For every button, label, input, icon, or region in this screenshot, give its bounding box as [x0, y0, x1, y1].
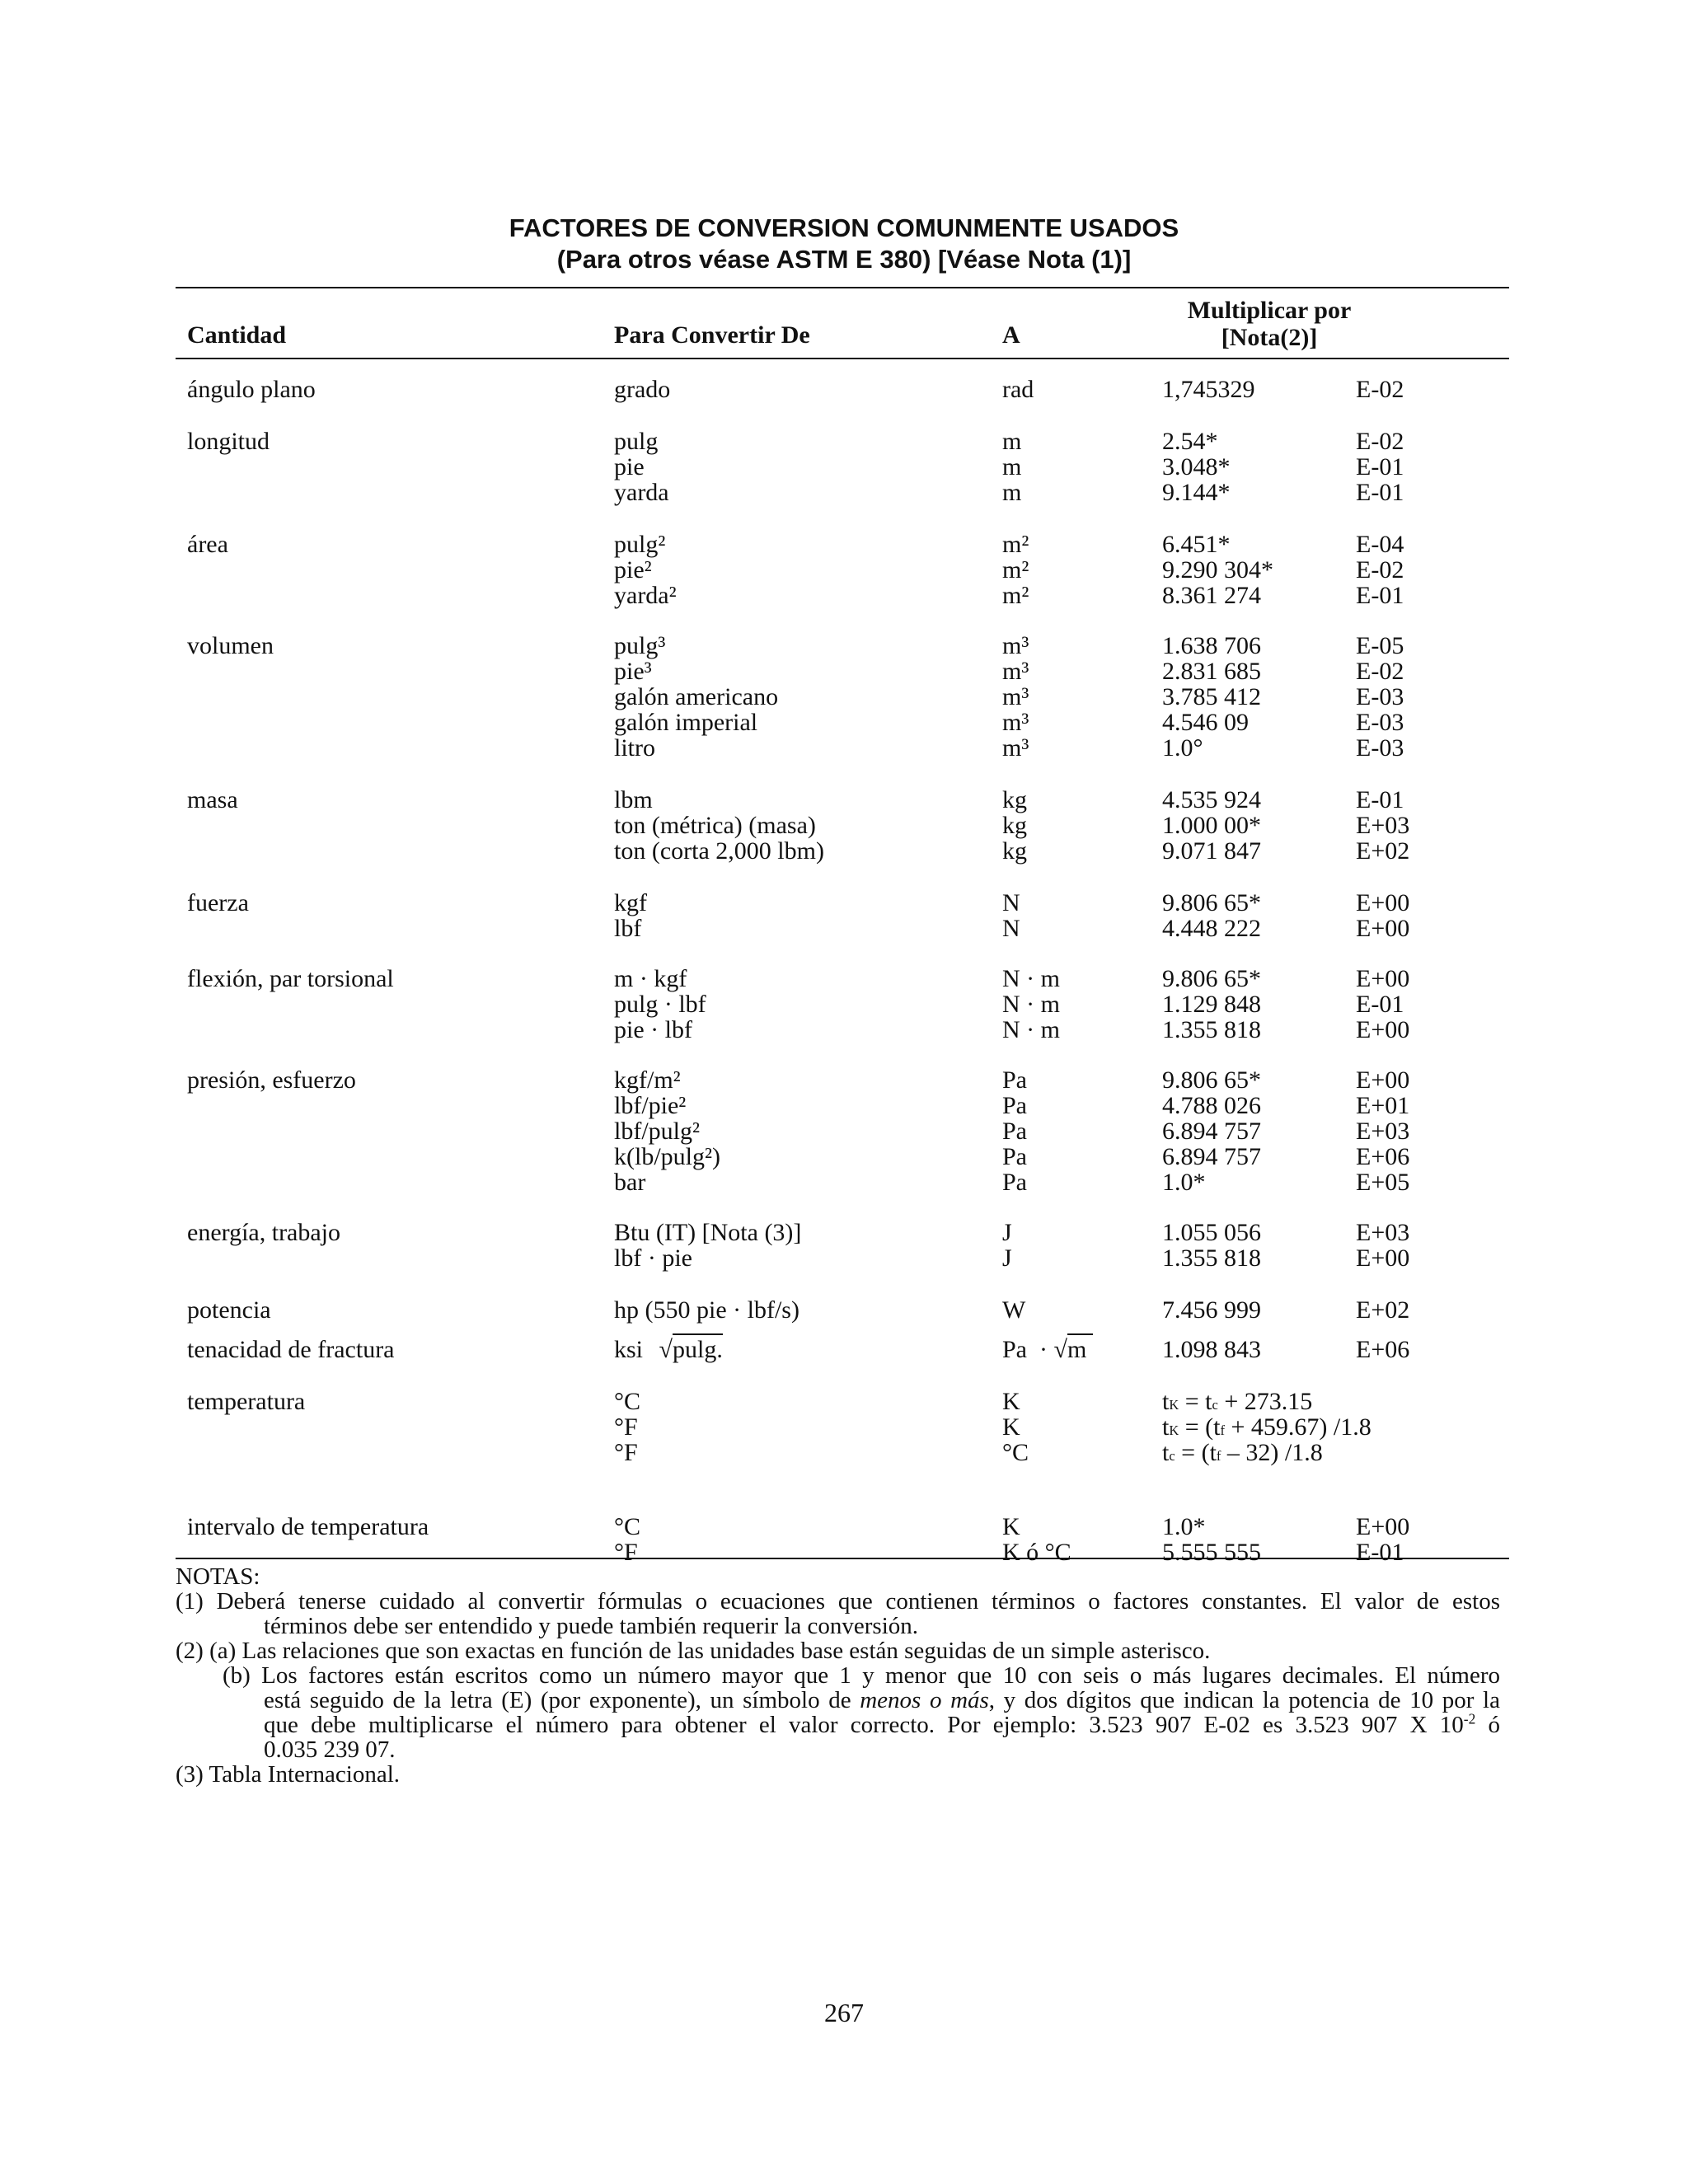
row-to-unit: m²	[1002, 531, 1029, 558]
row-exponent: E+03	[1356, 812, 1410, 839]
row-from-unit: bar	[614, 1169, 646, 1196]
row-from-unit: °C	[614, 1388, 641, 1415]
row-cantidad: presión, esfuerzo	[187, 1066, 356, 1094]
row-from-unit: pulg²	[614, 531, 666, 558]
row-multiplier: 1.055 056	[1162, 1219, 1261, 1246]
row-cantidad: potencia	[187, 1296, 271, 1324]
header-a: A	[1002, 321, 1020, 349]
row-to-unit: J	[1002, 1219, 1012, 1246]
row-multiplier: 1.129 848	[1162, 991, 1261, 1018]
temperature-formula: tK = (tf + 459.67) /1.8	[1162, 1413, 1372, 1441]
note-1-line-2: términos debe ser entendido y puede también requerir la conversión.	[264, 1613, 919, 1639]
note-3: (3) Tabla Internacional.	[176, 1761, 401, 1788]
row-multiplier: 1,745329	[1162, 376, 1255, 403]
row-exponent: E+02	[1356, 837, 1410, 865]
row-to-unit: N	[1002, 915, 1020, 942]
row-multiplier: 2.831 685	[1162, 658, 1261, 685]
row-multiplier: 6.894 757	[1162, 1143, 1261, 1170]
row-cantidad: energía, trabajo	[187, 1219, 341, 1246]
row-from-unit: ton (métrica) (masa)	[614, 812, 816, 839]
row-multiplier: 2.54*	[1162, 428, 1218, 455]
page-subtitle: (Para otros véase ASTM E 380) [Véase Nota (1)]	[556, 245, 1132, 274]
note-2b-line-4: 0.035 239 07.	[264, 1736, 396, 1763]
header-cantidad: Cantidad	[187, 321, 287, 349]
note-2a: (2) (a) Las relaciones que son exactas en función de las unidades base están seguidas de un simple asterisco.	[176, 1638, 1211, 1664]
note-2b-line-3: que debe multiplicarse el número para obtener el valor correcto. Por ejemplo: 3.523 907 E-02 es 3.523 907 X $10^{-2}$ ó	[264, 1710, 1501, 1738]
row-multiplier: 4.546 09	[1162, 709, 1249, 736]
row-from-unit: pulg · lbf	[614, 991, 706, 1018]
header-bottom-rule	[176, 358, 1509, 359]
row-exponent: E-01	[1356, 1539, 1404, 1566]
row-to-unit: m³	[1002, 734, 1029, 762]
row-exponent: E+00	[1356, 889, 1410, 916]
row-from-unit: m · kgf	[614, 965, 687, 992]
row-from-unit: hp (550 pie · lbf/s)	[614, 1296, 799, 1324]
row-to-unit: N	[1002, 889, 1020, 916]
row-exponent: E+02	[1356, 1296, 1410, 1324]
row-to-unit: m³	[1002, 709, 1029, 736]
temperature-formula: tK = tc + 273.15	[1162, 1388, 1313, 1415]
row-to-unit: rad	[1002, 376, 1034, 403]
row-exponent: E-01	[1356, 453, 1404, 480]
row-to-unit: kg	[1002, 812, 1027, 839]
row-multiplier: 9.806 65*	[1162, 965, 1261, 992]
sqrt-radicand: pulg.	[673, 1333, 723, 1363]
row-to-unit: K	[1002, 1513, 1020, 1540]
row-to-unit: W	[1002, 1296, 1026, 1324]
row-exponent: E+06	[1356, 1143, 1410, 1170]
sqrt-icon: √	[659, 1336, 673, 1363]
row-to-unit: N · m	[1002, 965, 1060, 992]
row-exponent: E-01	[1356, 582, 1404, 609]
row-exponent: E+00	[1356, 1244, 1410, 1272]
row-exponent: E+03	[1356, 1118, 1410, 1145]
row-to-unit	[1002, 1337, 1093, 1362]
page-number: 267	[824, 1998, 864, 2027]
row-to-unit: N · m	[1002, 991, 1060, 1018]
row-exponent: E-03	[1356, 683, 1404, 710]
row-exponent: E-02	[1356, 376, 1404, 403]
row-from-unit: °C	[614, 1513, 641, 1540]
row-exponent: E+00	[1356, 1066, 1410, 1094]
header-nota-2: [Nota(2)]	[1221, 324, 1318, 351]
row-exponent: E+00	[1356, 965, 1410, 992]
row-to-unit: m	[1002, 428, 1022, 455]
table-top-rule	[176, 287, 1509, 288]
row-from-unit: pie · lbf	[614, 1016, 692, 1043]
row-to-unit: °C	[1002, 1439, 1029, 1466]
row-from-unit: lbf/pulg²	[614, 1118, 700, 1145]
row-cantidad: masa	[187, 786, 238, 813]
row-exponent: E+00	[1356, 1513, 1410, 1540]
menos-o-mas: menos o más	[860, 1687, 989, 1713]
table-bottom-rule	[176, 1558, 1509, 1559]
row-to-unit: Pa	[1002, 1143, 1027, 1170]
row-from-unit: °F	[614, 1539, 638, 1566]
note-2b-line-1: (b) Los factores están escritos como un número mayor que 1 y menor que 10 con seis o más lugares decimales. El número	[223, 1662, 1500, 1689]
row-multiplier: 6.894 757	[1162, 1118, 1261, 1145]
row-multiplier: 3.785 412	[1162, 683, 1261, 710]
sqrt-radicand: m	[1067, 1333, 1093, 1363]
row-from-unit: lbm	[614, 786, 653, 813]
row-multiplier: 1.000 00*	[1162, 812, 1261, 839]
row-cantidad: volumen	[187, 632, 274, 659]
row-to-unit: m	[1002, 453, 1022, 480]
row-to-unit: kg	[1002, 837, 1027, 865]
row-cantidad: ángulo plano	[187, 376, 316, 403]
row-from-unit: pie	[614, 453, 645, 480]
row-to-unit: m³	[1002, 658, 1029, 685]
row-multiplier: 1.355 818	[1162, 1016, 1261, 1043]
row-multiplier: 3.048*	[1162, 453, 1231, 480]
row-multiplier: 4.535 924	[1162, 786, 1261, 813]
row-from-unit: yarda²	[614, 582, 677, 609]
row-to-unit: Pa	[1002, 1118, 1027, 1145]
row-exponent: E+00	[1356, 1016, 1410, 1043]
row-to-unit: Pa	[1002, 1066, 1027, 1094]
row-cantidad: temperatura	[187, 1388, 306, 1415]
row-multiplier: 9.071 847	[1162, 837, 1261, 865]
row-exponent: E-03	[1356, 709, 1404, 736]
row-from-unit: ton (corta 2,000 lbm)	[614, 837, 824, 865]
row-multiplier: 1.355 818	[1162, 1244, 1261, 1272]
row-multiplier: 9.144*	[1162, 479, 1231, 506]
row-multiplier: 1.638 706	[1162, 632, 1261, 659]
row-multiplier: 1.098 843	[1162, 1336, 1261, 1363]
row-to-unit: J	[1002, 1244, 1012, 1272]
row-from-unit: pie²	[614, 556, 652, 583]
row-cantidad: flexión, par torsional	[187, 965, 394, 992]
header-para-convertir-de: Para Convertir De	[614, 321, 810, 349]
row-multiplier: 1.0*	[1162, 1169, 1206, 1196]
row-to-unit: m	[1002, 479, 1022, 506]
row-exponent: E-05	[1356, 632, 1404, 659]
row-to-unit: Pa	[1002, 1169, 1027, 1196]
row-exponent: E-01	[1356, 786, 1404, 813]
row-exponent: E+01	[1356, 1092, 1410, 1119]
row-multiplier: 5.555 555	[1162, 1539, 1261, 1566]
temperature-formula: tc = (tf – 32) /1.8	[1162, 1439, 1323, 1466]
note-2b-line-2: está seguido de la letra (E) (por exponente), un símbolo de menos o más, y dos dígitos que indican la potencia de 10 por la	[264, 1687, 1500, 1713]
sqrt-icon: √	[1053, 1336, 1067, 1363]
row-cantidad: longitud	[187, 428, 270, 455]
row-from-unit: litro	[614, 734, 655, 762]
pa-label: Pa ·	[1002, 1336, 1048, 1363]
row-multiplier: 9.806 65*	[1162, 1066, 1261, 1094]
row-to-unit: Pa	[1002, 1092, 1027, 1119]
row-from-unit: lbf	[614, 915, 642, 942]
row-multiplier: 4.788 026	[1162, 1092, 1261, 1119]
row-to-unit: m³	[1002, 632, 1029, 659]
row-from-unit: °F	[614, 1413, 638, 1441]
row-to-unit: kg	[1002, 786, 1027, 813]
row-from-unit: yarda	[614, 479, 669, 506]
row-cantidad: área	[187, 531, 228, 558]
row-exponent: E-03	[1356, 734, 1404, 762]
row-multiplier: 9.290 304*	[1162, 556, 1273, 583]
row-from-unit: grado	[614, 376, 671, 403]
header-multiplicar-por: Multiplicar por	[1187, 297, 1352, 324]
row-exponent: E-01	[1356, 479, 1404, 506]
row-from-unit: pulg³	[614, 632, 666, 659]
row-exponent: E-02	[1356, 658, 1404, 685]
row-from-unit: galón imperial	[614, 709, 758, 736]
row-to-unit: m³	[1002, 683, 1029, 710]
row-cantidad: intervalo de temperatura	[187, 1513, 429, 1540]
notes-heading: NOTAS:	[176, 1563, 260, 1590]
row-multiplier: 8.361 274	[1162, 582, 1261, 609]
row-exponent: E-04	[1356, 531, 1404, 558]
row-to-unit: K ó °C	[1002, 1539, 1071, 1566]
row-from-unit	[614, 1337, 723, 1362]
row-multiplier: 9.806 65*	[1162, 889, 1261, 916]
row-cantidad: tenacidad de fractura	[187, 1336, 395, 1363]
note-1-line-1: (1) Deberá tenerse cuidado al convertir fórmulas o ecuaciones que contienen términos o factores constantes. El valor de estos	[176, 1588, 1500, 1615]
row-from-unit: pulg	[614, 428, 659, 455]
row-from-unit: lbf/pie²	[614, 1092, 687, 1119]
row-from-unit: Btu (IT) [Nota (3)]	[614, 1219, 802, 1246]
row-to-unit: m²	[1002, 556, 1029, 583]
row-exponent: E+06	[1356, 1336, 1410, 1363]
row-to-unit: m²	[1002, 582, 1029, 609]
ksi-label: ksi	[614, 1336, 644, 1363]
row-exponent: E-01	[1356, 991, 1404, 1018]
row-exponent: E-02	[1356, 428, 1404, 455]
row-exponent: E-02	[1356, 556, 1404, 583]
row-from-unit: pie³	[614, 658, 652, 685]
row-from-unit: kgf	[614, 889, 647, 916]
row-exponent: E+00	[1356, 915, 1410, 942]
row-multiplier: 1.0°	[1162, 734, 1203, 762]
row-from-unit: °F	[614, 1439, 638, 1466]
row-to-unit: N · m	[1002, 1016, 1060, 1043]
page-title: FACTORES DE CONVERSION COMUNMENTE USADOS	[509, 213, 1179, 242]
row-from-unit: kgf/m²	[614, 1066, 681, 1094]
row-exponent: E+03	[1356, 1219, 1410, 1246]
row-multiplier: 7.456 999	[1162, 1296, 1261, 1324]
row-multiplier: 6.451*	[1162, 531, 1231, 558]
row-cantidad: fuerza	[187, 889, 249, 916]
row-to-unit: K	[1002, 1388, 1020, 1415]
row-multiplier: 1.0*	[1162, 1513, 1206, 1540]
row-from-unit: galón americano	[614, 683, 779, 710]
row-multiplier: 4.448 222	[1162, 915, 1261, 942]
row-from-unit: lbf · pie	[614, 1244, 692, 1272]
row-to-unit: K	[1002, 1413, 1020, 1441]
row-from-unit: k(lb/pulg²)	[614, 1143, 720, 1170]
row-exponent: E+05	[1356, 1169, 1410, 1196]
